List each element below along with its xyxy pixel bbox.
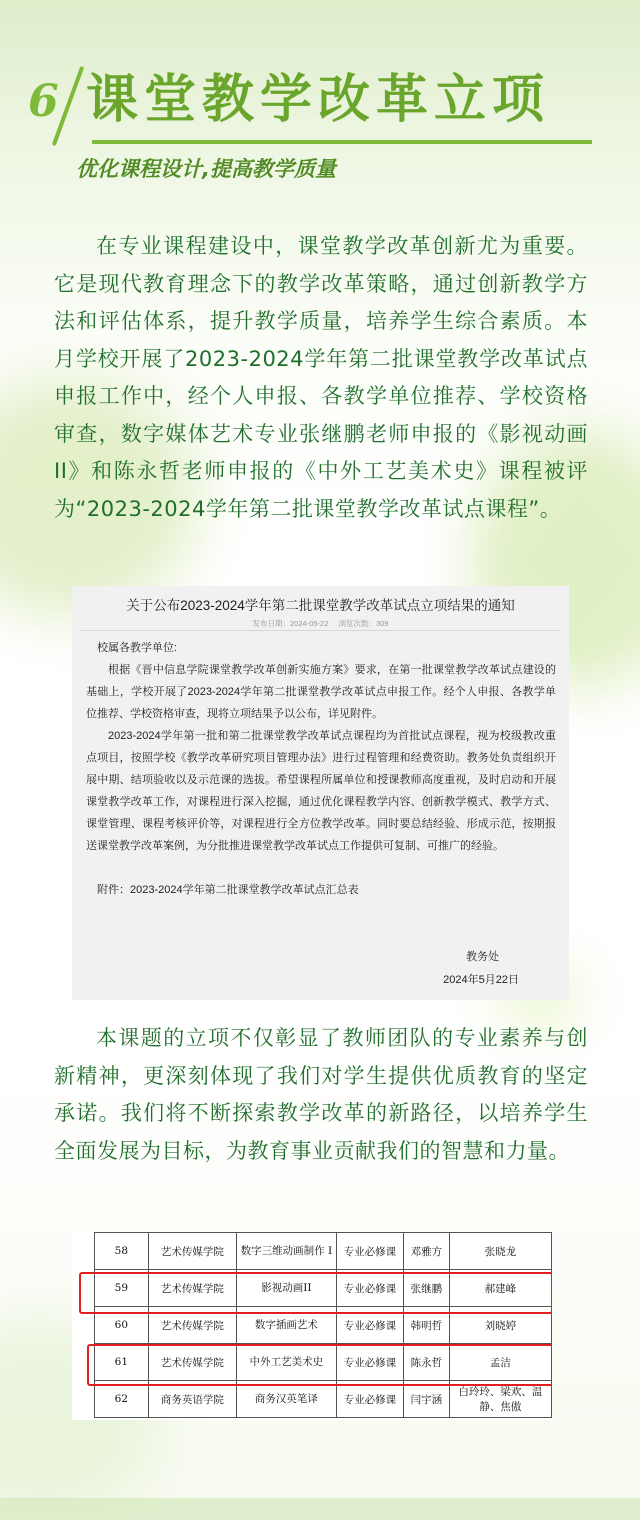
notice-title: 关于公布2023-2024学年第二批课堂教学改革试点立项结果的通知 xyxy=(126,598,515,613)
course-name: 数字插画艺术 xyxy=(254,1319,318,1331)
section-header xyxy=(22,62,582,142)
page-subtitle: 优化课程设计,提高教学质量 xyxy=(76,157,336,181)
members-cell: 郝建峰 xyxy=(449,1270,551,1307)
members-cell: 白玲玲、梁欢、温静、焦傲 xyxy=(449,1381,551,1418)
row-number: 61 xyxy=(95,1344,149,1381)
row-number: 62 xyxy=(95,1381,149,1418)
table-row xyxy=(95,1233,552,1270)
teacher-cell: 闫宇涵 xyxy=(403,1381,449,1418)
notice-body xyxy=(86,637,556,901)
college-cell: 艺术传媒学院 xyxy=(148,1344,236,1381)
notice-greeting: 校属各教学单位: xyxy=(97,642,178,654)
title-underline xyxy=(92,140,592,144)
college-cell: 艺术传媒学院 xyxy=(148,1270,236,1307)
row-number: 59 xyxy=(95,1270,149,1307)
course-name: 数字三维动画制作 I xyxy=(240,1245,333,1257)
teacher-cell: 陈永哲 xyxy=(403,1344,449,1381)
closing-paragraph: 本课题的立项不仅彰显了教师团队的专业素养与创新精神，更深刻体现了我们对学生提供优质教育的坚定承诺。我们将不断探索教学改革的新路径，以培养学生全面发展为目标，为教育事业贡献我们的智慧和力量。 xyxy=(54,1026,588,1163)
course-type-cell: 专业必修课 xyxy=(336,1233,403,1270)
notice-meta xyxy=(72,618,569,629)
course-name: 商务汉英笔译 xyxy=(254,1393,318,1405)
highlight-box xyxy=(79,1272,552,1314)
members-cell: 孟洁 xyxy=(449,1344,551,1381)
divider xyxy=(80,630,561,631)
highlight-box xyxy=(87,1344,552,1386)
course-type-cell: 专业必修课 xyxy=(336,1381,403,1418)
course-table xyxy=(94,1232,552,1418)
course-type-cell: 专业必修课 xyxy=(336,1307,403,1344)
notice-attachment: 附件：2023-2024学年第二批课堂教学改革试点汇总表 xyxy=(97,884,359,896)
notice-paragraph: 2023-2024学年第一批和第二批课堂教学改革试点课程均为首批试点课程，视为校级教改重点项目，按照学校《教学改革研究项目管理办法》进行过程管理和经费资助。教务处负责组织开展中期、结项验收以及示范课的选拔。希望课程所属单位和授课教师高度重视，及时启动和开展课堂教学改革工作，对课程进行深入挖掘，通过优化课程教学内容、创新教学模式、教学方式、课堂管理、课程考核评价等，对课程进行全方位教学改革。同时要总结经验、形成示范，按期报送课堂教学改革案例，为分批推进课堂教学改革试点工作提供可复制、可推广的经验。 xyxy=(86,730,556,852)
notice-views: 浏览次数：309 xyxy=(338,619,389,628)
intro-paragraph: 在专业课程建设中，课堂教学改革创新尤为重要。它是现代教育理念下的教学改革策略，通过创新教学方法和评估体系，提升教学质量，培养学生综合素质。本月学校开展了2023-2024学年第二批课堂教学改革试点申报工作中，经个人申报、各教学单位推荐、学校资格审查，数字媒体艺术专业张继鹏老师申报的《影视动画 II》和陈永哲老师申报的《中外工艺美术史》课程被评为“2023-2024学年第二批课堂教学改革试点课程”。 xyxy=(54,234,588,521)
teacher-cell: 张继鹏 xyxy=(403,1270,449,1307)
course-name: 中外工艺美术史 xyxy=(249,1356,324,1368)
college-cell: 商务英语学院 xyxy=(148,1381,236,1418)
notice-screenshot xyxy=(72,586,569,1000)
course-list-screenshot xyxy=(72,1230,552,1420)
notice-signature xyxy=(319,946,519,992)
notice-department: 教务处 xyxy=(466,951,499,963)
notice-paragraph: 根据《晋中信息学院课堂教学改革创新实施方案》要求，在第一批课堂教学改革试点建设的基础上，学校开展了2023-2024学年第二批课堂教学改革试点申报工作。经个人申报、各教学单位推荐、学校资格审查，现将立项结果予以公布，详见附件。 xyxy=(86,664,556,720)
teacher-cell: 邓雅方 xyxy=(403,1233,449,1270)
course-type-cell: 专业必修课 xyxy=(336,1270,403,1307)
course-cell xyxy=(236,1381,336,1418)
notice-publish-date: 发布日期：2024-05-22 xyxy=(252,619,329,628)
college-cell: 艺术传媒学院 xyxy=(148,1233,236,1270)
members-cell: 张晓龙 xyxy=(449,1233,551,1270)
teacher-cell: 韩明哲 xyxy=(403,1307,449,1344)
course-name: 影视动画II xyxy=(261,1282,312,1294)
course-cell xyxy=(236,1233,336,1270)
row-number: 58 xyxy=(95,1233,149,1270)
section-number: 6 xyxy=(28,76,59,127)
college-cell: 艺术传媒学院 xyxy=(148,1307,236,1344)
page-title: 课堂教学改革立项 xyxy=(86,70,551,130)
course-type-cell: 专业必修课 xyxy=(336,1344,403,1381)
notice-date: 2024年5月22日 xyxy=(443,974,519,986)
row-number: 60 xyxy=(95,1307,149,1344)
table-row xyxy=(95,1381,552,1418)
members-cell: 刘晓婷 xyxy=(449,1307,551,1344)
